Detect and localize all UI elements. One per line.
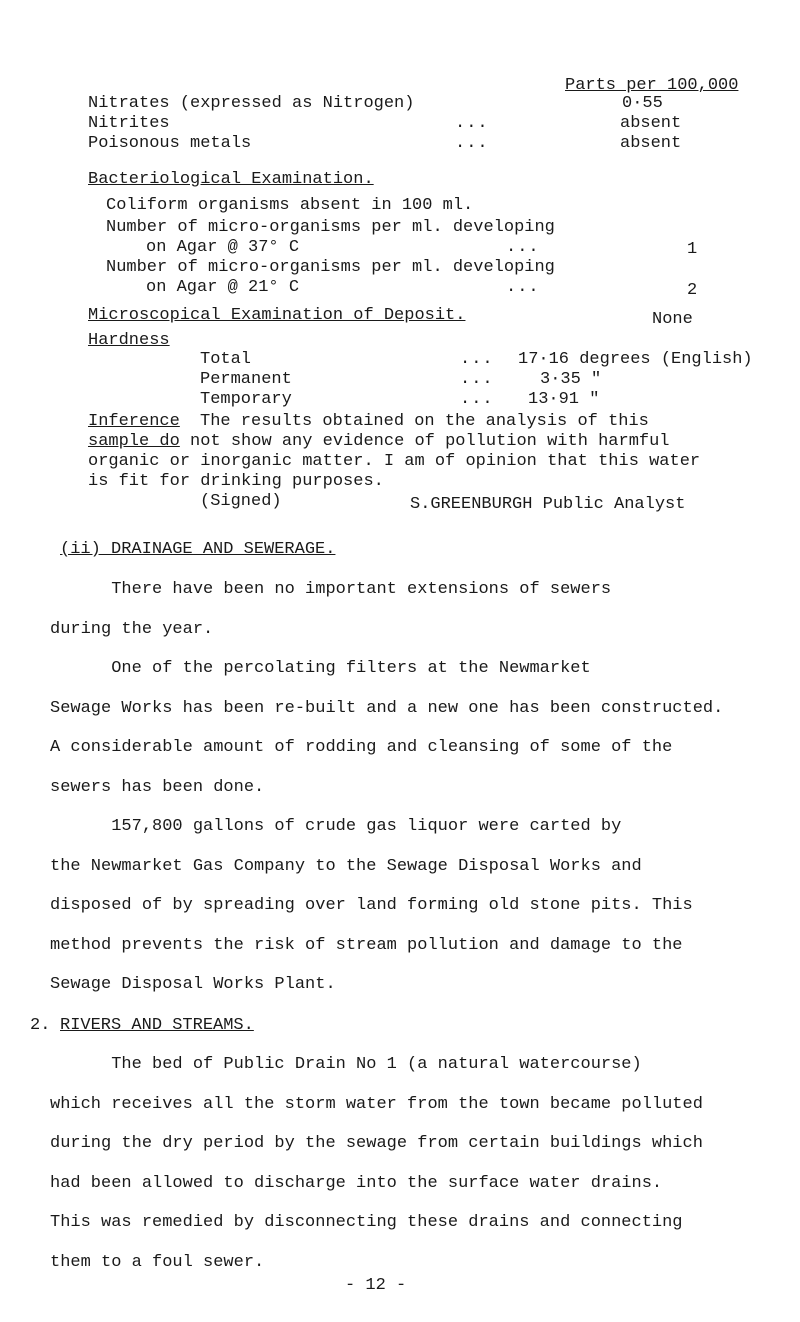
inference-line3: organic or inorganic matter. I am of opinion that this water xyxy=(88,452,701,471)
nitrates-value: 0·55 xyxy=(622,94,663,113)
coliform-line: Coliform organisms absent in 100 ml. xyxy=(106,196,474,215)
hardness-heading: Hardness xyxy=(88,331,170,350)
hardness-total-value: 17·16 degrees (English) xyxy=(518,350,753,369)
poisonous-metals-dots: ... xyxy=(455,134,489,153)
rivers-paragraph-line: The bed of Public Drain No 1 (a natural watercourse) xyxy=(50,1055,642,1074)
rivers-paragraph-line: had been allowed to discharge into the surface water drains. xyxy=(50,1173,663,1193)
drainage-paragraph-line: sewers has been done. xyxy=(50,777,265,797)
drainage-paragraph-line: during the year. xyxy=(50,619,214,639)
rivers-paragraph-line: them to a foul sewer. xyxy=(50,1252,265,1272)
nitrates-label: Nitrates (expressed as Nitrogen) xyxy=(88,94,415,113)
signatory: S.GREENBURGH Public Analyst xyxy=(410,495,686,514)
microscopical-value: None xyxy=(652,310,693,329)
hardness-temporary-dots: ... xyxy=(460,390,494,409)
agar21-line1: Number of micro-organisms per ml. developing xyxy=(106,258,555,277)
rivers-paragraph-line: This was remedied by disconnecting these drains and connecting xyxy=(50,1213,683,1232)
drainage-paragraph-line: Sewage Works has been re-built and a new one has been constructed. xyxy=(50,698,724,718)
page-number: - 12 - xyxy=(345,1276,407,1295)
hardness-temporary-value: 13·91 " xyxy=(528,390,600,409)
signed-label: (Signed) xyxy=(200,492,282,511)
drainage-heading: (ii) DRAINAGE AND SEWERAGE. xyxy=(60,540,336,559)
hardness-permanent-dots: ... xyxy=(460,370,494,389)
hardness-temporary-label: Temporary xyxy=(200,390,292,409)
hardness-permanent-value: 3·35 " xyxy=(540,370,602,389)
inference-line2-rest: not show any evidence of pollution with harmful xyxy=(179,432,670,451)
agar37-line2: on Agar @ 37° C xyxy=(146,238,300,257)
agar21-value: 2 xyxy=(687,281,698,300)
bacteriological-heading: Bacteriological Examination. xyxy=(88,170,374,189)
agar21-line2: on Agar @ 21° C xyxy=(146,278,300,297)
hardness-permanent-label: Permanent xyxy=(200,370,292,389)
nitrites-value: absent xyxy=(620,114,682,133)
rivers-heading: RIVERS AND STREAMS. xyxy=(60,1016,254,1035)
agar37-line1: Number of micro-organisms per ml. developing xyxy=(106,218,555,237)
rivers-number: 2. xyxy=(30,1016,51,1035)
inference-line2-underlined: sample do xyxy=(88,432,180,451)
drainage-paragraph-line: A considerable amount of rodding and cleansing of some of the xyxy=(50,738,673,757)
drainage-paragraph-line: There have been no important extensions of sewers xyxy=(50,580,612,599)
inference-heading: Inference xyxy=(88,412,180,431)
agar21-dots: ... xyxy=(506,278,540,297)
agar37-value: 1 xyxy=(687,240,698,259)
drainage-paragraph-line: method prevents the risk of stream pollution and damage to the xyxy=(50,935,683,955)
units-header: Parts per 100,000 xyxy=(565,76,739,95)
drainage-paragraph-line: Sewage Disposal Works Plant. xyxy=(50,975,336,994)
hardness-total-dots: ... xyxy=(460,350,494,369)
drainage-paragraph-line: disposed of by spreading over land forming old stone pits. This xyxy=(50,896,693,915)
rivers-paragraph-line: during the dry period by the sewage from certain buildings which xyxy=(50,1134,703,1153)
inference-line4: is fit for drinking purposes. xyxy=(88,472,384,491)
rivers-paragraph-line: which receives all the storm water from the town became polluted xyxy=(50,1094,703,1114)
microscopical-heading: Microscopical Examination of Deposit. xyxy=(88,306,466,325)
agar37-dots: ... xyxy=(506,238,540,257)
inference-line2 xyxy=(88,432,670,452)
poisonous-metals-label: Poisonous metals xyxy=(88,134,252,153)
nitrites-label: Nitrites xyxy=(88,114,170,133)
poisonous-metals-value: absent xyxy=(620,134,682,153)
hardness-total-label: Total xyxy=(200,350,252,369)
drainage-paragraph-line: the Newmarket Gas Company to the Sewage Disposal Works and xyxy=(50,856,642,876)
drainage-paragraph-line: One of the percolating filters at the Newmarket xyxy=(50,659,591,678)
inference-line1: The results obtained on the analysis of this xyxy=(200,412,649,431)
drainage-paragraph-line: 157,800 gallons of crude gas liquor were carted by xyxy=(50,817,622,836)
nitrites-dots: ... xyxy=(455,114,489,133)
